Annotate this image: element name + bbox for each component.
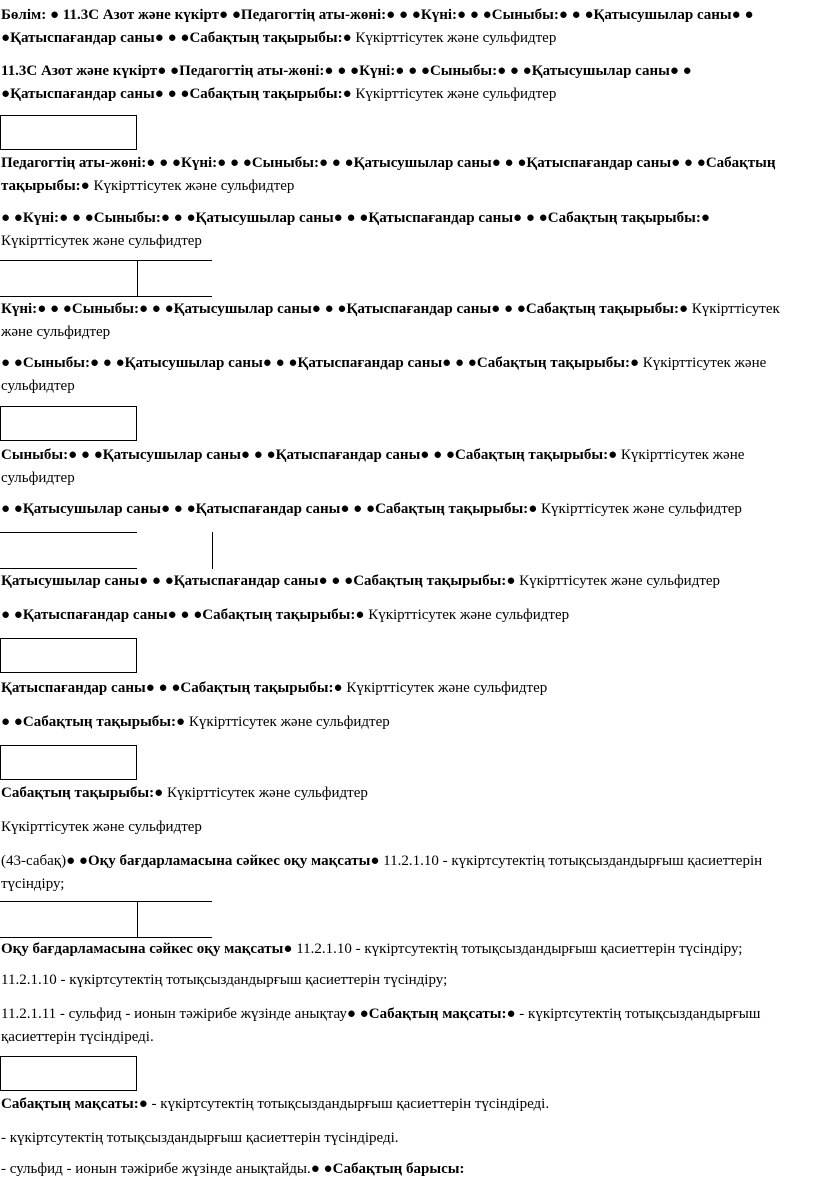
field-label: Қатыспағандар саны xyxy=(10,30,155,46)
field-value: - сульфид - ионын тәжірибе жүзінде анықтайды. xyxy=(1,1161,311,1177)
field-label: Қатыспағандар саны xyxy=(368,210,514,226)
paragraph-6 xyxy=(1,352,801,398)
field-label: Бөлім: xyxy=(1,7,50,23)
bullet-icon: ● ● ● xyxy=(491,301,526,317)
field-label: Қатысушылар саны xyxy=(195,210,334,226)
bullet-icon: ● ● xyxy=(346,1006,369,1022)
field-label: Қатыспағандар саны xyxy=(346,301,492,317)
bullet-icon: ● ● ● xyxy=(160,210,196,226)
field-label: Қатысушылар саны xyxy=(22,501,161,517)
field-label: Қатысушылар саны xyxy=(353,155,492,171)
field-label: Қатысушылар саны xyxy=(102,447,241,463)
bullet-icon: ● ● xyxy=(157,63,180,79)
paragraph-9 xyxy=(1,570,801,593)
paragraph-20 xyxy=(1,1127,801,1150)
field-label: Сыныбы: xyxy=(1,447,69,463)
field-label: Сыныбы: xyxy=(491,7,559,23)
bullet-icon: ● ● ● xyxy=(37,301,72,317)
field-value: Күкірттісутек және сульфидтер xyxy=(346,680,548,696)
field-label: Сабақтың мақсаты: xyxy=(1,1096,139,1112)
field-label: Қатыспағандар саны xyxy=(1,680,146,696)
bullet-icon: ● xyxy=(49,7,63,23)
field-value: - күкіртсутектің тотықсыздандырғыш қасиеттерін түсіндіреді. xyxy=(151,1096,550,1112)
bullet-icon: ● ● ● xyxy=(68,447,103,463)
field-label: Қатыспағандар саны xyxy=(297,355,443,371)
field-label: Күні: xyxy=(180,155,218,171)
bullet-icon: ● ● ● xyxy=(89,355,125,371)
field-label: Сабақтың тақырыбы: xyxy=(1,785,155,801)
bullet-icon: ● ● xyxy=(66,853,88,869)
field-label: Сабақтың тақырыбы: xyxy=(22,714,176,730)
bullet-icon: ● xyxy=(154,785,167,801)
field-label: Сабақтың тақырыбы: xyxy=(180,680,334,696)
field-label: Қатысушылар саны xyxy=(173,301,312,317)
table-cell-box xyxy=(0,745,137,780)
field-label: Сабақтың тақырыбы: xyxy=(375,501,529,517)
field-value: Күкірттісутек және сульфидтер xyxy=(1,447,745,486)
bullet-icon: ● ● xyxy=(1,607,23,623)
bullet-icon: ● xyxy=(608,447,621,463)
bullet-icon: ● xyxy=(342,86,356,102)
field-label: Сабақтың мақсаты: xyxy=(368,1006,507,1022)
bullet-icon: ● ● ● xyxy=(217,155,252,171)
bullet-icon: ● ● ● xyxy=(318,155,354,171)
field-label: Қатыспағандар саны xyxy=(10,86,155,102)
bullet-icon: ● ● ● xyxy=(167,607,203,623)
bullet-icon: ● ● xyxy=(310,1161,333,1177)
bullet-icon: ● xyxy=(528,501,541,517)
bullet-icon: ● ● ● xyxy=(1,63,692,102)
field-label: Сабақтың тақырыбы: xyxy=(476,355,630,371)
paragraph-7 xyxy=(1,444,801,490)
bullet-icon: ● ● xyxy=(1,501,23,517)
field-label: Оқу бағдарламасына сәйкес оқу мақсаты xyxy=(1,941,284,957)
bullet-icon: ● ● ● xyxy=(139,573,174,589)
field-value: Күкірттісутек және сульфидтер xyxy=(355,30,557,46)
field-label: Күні: xyxy=(359,63,396,79)
paragraph-2 xyxy=(1,60,801,106)
field-value: Күкірттісутек және сульфидтер xyxy=(93,178,295,194)
table-rule xyxy=(0,296,212,297)
table-cell-box xyxy=(0,115,137,150)
field-label: Сыныбы: xyxy=(22,355,90,371)
field-label: Сабақтың тақырыбы: xyxy=(189,30,343,46)
field-label: Сыныбы: xyxy=(251,155,319,171)
field-value: Күкірттісутек және сульфидтер xyxy=(355,86,557,102)
field-value: (43-сабақ) xyxy=(1,853,67,869)
bullet-icon: ● ● ● xyxy=(311,301,347,317)
bullet-icon: ● ● ● xyxy=(324,63,360,79)
field-label: Сабақтың тақырыбы: xyxy=(525,301,679,317)
field-value: 11.2.1.10 - күкіртсутектің тотықсыздандырғыш қасиеттерін түсіндіру; xyxy=(1,853,763,892)
bullet-icon: ● xyxy=(138,1096,152,1112)
bullet-icon: ● ● ● xyxy=(457,7,492,23)
bullet-icon: ● xyxy=(283,941,297,957)
bullet-icon: ● ● ● xyxy=(59,210,94,226)
bullet-icon: ● xyxy=(342,30,356,46)
field-value: 11.2.1.10 - күкіртсутектің тотықсыздандырғыш қасиеттерін түсіндіру; xyxy=(296,941,743,957)
bullet-icon: ● xyxy=(700,210,710,226)
table-vertical-rule xyxy=(212,532,213,569)
table-vertical-rule xyxy=(137,260,138,297)
bullet-icon: ● ● ● xyxy=(491,155,527,171)
paragraph-1 xyxy=(1,4,801,50)
paragraph-8 xyxy=(1,498,801,521)
bullet-icon: ● xyxy=(629,355,643,371)
bullet-icon: ● ● ● xyxy=(1,7,754,46)
field-label: 11.3С Азот және күкірт xyxy=(62,7,220,23)
paragraph-19 xyxy=(1,1093,801,1116)
bullet-icon: ● ● ● xyxy=(513,210,548,226)
field-label: Қатыспағандар саны xyxy=(526,155,672,171)
table-rule xyxy=(0,568,137,569)
field-label: Педагогтің аты-жөні: xyxy=(240,7,387,23)
bullet-icon: ● ● ● xyxy=(558,7,594,23)
bullet-icon: ● ● ● xyxy=(318,573,354,589)
field-label: Сабақтың тақырыбы: xyxy=(202,607,356,623)
bullet-icon: ● ● xyxy=(1,714,23,730)
paragraph-16 xyxy=(1,938,801,961)
bullet-icon: ● xyxy=(370,853,384,869)
field-label: Қатыспағандар саны xyxy=(173,573,319,589)
bullet-icon: ● ● xyxy=(1,355,23,371)
bullet-icon: ● ● ● xyxy=(333,210,369,226)
field-label: Сыныбы: xyxy=(429,63,498,79)
field-label: Қатысушылар саны xyxy=(1,573,140,589)
paragraph-12 xyxy=(1,711,801,734)
field-label: Сыныбы: xyxy=(71,301,139,317)
field-label: Күні: xyxy=(1,301,38,317)
bullet-icon: ● ● ● xyxy=(420,447,455,463)
bullet-icon: ● ● ● xyxy=(442,355,477,371)
field-label: Сабақтың тақырыбы: xyxy=(454,447,609,463)
bullet-icon: ● xyxy=(80,178,94,194)
bullet-icon: ● ● ● xyxy=(146,155,181,171)
field-value: Күкірттісутек және сульфидтер xyxy=(1,301,780,340)
bullet-icon: ● ● ● xyxy=(497,63,532,79)
bullet-icon: ● xyxy=(333,680,347,696)
field-label: Қатысушылар саны xyxy=(531,63,670,79)
paragraph-10 xyxy=(1,604,801,627)
field-label: Қатыспағандар саны xyxy=(195,501,341,517)
bullet-icon: ● xyxy=(678,301,692,317)
bullet-icon: ● xyxy=(176,714,189,730)
paragraph-11 xyxy=(1,677,801,700)
bullet-icon: ● ● ● xyxy=(240,447,276,463)
table-cell-box xyxy=(0,1056,137,1091)
table-rule xyxy=(0,260,212,261)
bullet-icon: ● ● ● xyxy=(671,155,706,171)
field-label: Күні: xyxy=(420,7,458,23)
bullet-icon: ● ● ● xyxy=(154,86,190,102)
bullet-icon: ● ● ● xyxy=(386,7,421,23)
field-label: Қатысушылар саны xyxy=(124,355,263,371)
paragraph-4 xyxy=(1,207,801,253)
field-value: 11.2.1.10 - күкіртсутектің тотықсыздандырғыш қасиеттерін түсіндіру; xyxy=(1,972,448,988)
bullet-icon: ● xyxy=(355,607,369,623)
bullet-icon: ● ● ● xyxy=(154,30,190,46)
field-label: Қатыспағандар саны xyxy=(275,447,421,463)
field-value: - күкіртсутектің тотықсыздандырғыш қасиеттерін түсіндіреді. xyxy=(1,1130,399,1146)
bullet-icon: ● ● ● xyxy=(145,680,181,696)
field-label: Сабақтың тақырыбы: xyxy=(547,210,701,226)
field-label: Педагогтің аты-жөні: xyxy=(179,63,325,79)
field-label: Сабақтың тақырыбы: xyxy=(353,573,507,589)
paragraph-3 xyxy=(1,152,801,198)
paragraph-17 xyxy=(1,969,801,992)
field-label: Сабақтың тақырыбы: xyxy=(189,86,343,102)
table-rule xyxy=(0,532,137,533)
bullet-icon: ● ● ● xyxy=(262,355,298,371)
field-label: Педагогтің аты-жөні: xyxy=(1,155,147,171)
table-rule xyxy=(0,901,212,902)
bullet-icon: ● xyxy=(506,1006,520,1022)
bullet-icon: ● ● ● xyxy=(340,501,376,517)
bullet-icon: ● ● xyxy=(219,7,241,23)
table-cell-box xyxy=(0,406,137,441)
field-label: Қатысушылар саны xyxy=(593,7,732,23)
field-label: Қатыспағандар саны xyxy=(22,607,168,623)
field-label: Сыныбы: xyxy=(93,210,161,226)
field-value: 11.2.1.11 - сульфид - ионын тәжірибе жүзінде анықтау xyxy=(1,1006,347,1022)
table-vertical-rule xyxy=(137,901,138,938)
field-value: Күкірттісутек және сульфидтер xyxy=(188,714,390,730)
field-value: Күкірттісутек және сульфидтер xyxy=(1,355,767,394)
field-label: Сабақтың тақырыбы: xyxy=(1,155,776,194)
field-label: Күні: xyxy=(22,210,60,226)
field-label: 11.3С Азот және күкірт xyxy=(1,63,158,79)
field-value: Күкірттісутек және сульфидтер xyxy=(368,607,570,623)
paragraph-5 xyxy=(1,298,801,344)
field-value: Күкірттісутек және сульфидтер xyxy=(1,819,202,835)
field-value: Күкірттісутек және сульфидтер xyxy=(541,501,742,517)
bullet-icon: ● ● ● xyxy=(138,301,174,317)
bullet-icon: ● ● xyxy=(1,210,23,226)
field-value: Күкірттісутек және сульфидтер xyxy=(166,785,368,801)
bullet-icon: ● ● ● xyxy=(160,501,196,517)
paragraph-15 xyxy=(1,850,801,896)
paragraph-13 xyxy=(1,782,801,805)
field-label: Сабақтың барысы: xyxy=(332,1161,465,1177)
bullet-icon: ● xyxy=(506,573,520,589)
field-label: Оқу бағдарламасына сәйкес оқу мақсаты xyxy=(87,853,371,869)
paragraph-21 xyxy=(1,1158,801,1181)
bullet-icon: ● ● ● xyxy=(395,63,430,79)
field-value: Күкірттісутек және сульфидтер xyxy=(519,573,721,589)
field-value: Күкірттісутек және сульфидтер xyxy=(1,233,202,249)
table-cell-box xyxy=(0,638,137,673)
paragraph-14 xyxy=(1,816,801,839)
field-value: - күкіртсутектің тотықсыздандырғыш қасиеттерін түсіндіреді. xyxy=(1,1006,761,1045)
paragraph-18 xyxy=(1,1003,801,1049)
